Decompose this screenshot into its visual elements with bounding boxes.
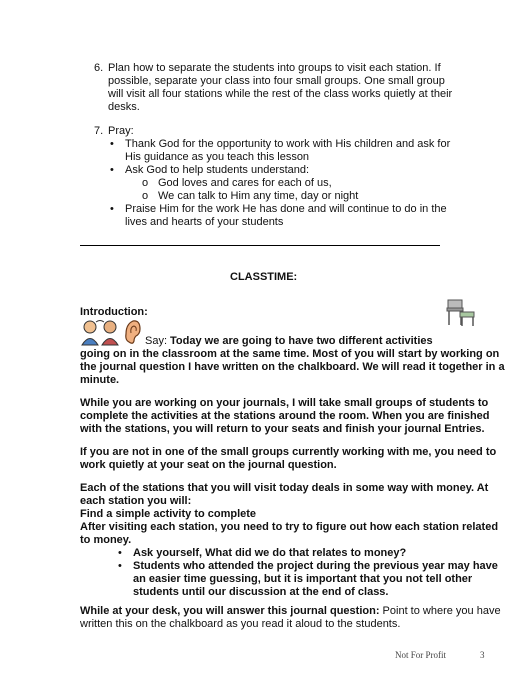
text-line: going on in the classroom at the same time. Most of you will start by working on: [80, 348, 500, 360]
bullet: •: [118, 560, 122, 572]
bullet: •: [110, 164, 114, 176]
text-line: complete the activities at the stations around the room. When you are finished: [80, 410, 490, 422]
step-number: 7.: [94, 125, 104, 137]
step-title: Pray:: [108, 125, 134, 137]
school-desk-icon: [444, 298, 478, 328]
introduction-heading: Introduction:: [80, 306, 148, 318]
divider-line: [80, 245, 440, 246]
bullet: •: [118, 547, 122, 559]
bullet-line: students until our discussion at the end of class.: [133, 586, 389, 598]
sub-bullet: o: [142, 190, 149, 202]
text-line: to money.: [80, 534, 132, 546]
text-line: possible, separate your class into four small groups. One small group: [108, 75, 445, 87]
text-line: While you are working on your journals, I will take small groups of students to: [80, 397, 489, 409]
bullet-line: His guidance as you teach this lesson: [125, 151, 310, 163]
bullet-line: Praise Him for the work He has done and will continue to do in the: [125, 203, 447, 215]
journal-question-instruction: Point to where you have: [379, 605, 501, 617]
page-number: 3: [480, 650, 485, 660]
text-line: with the stations, you will return to your seats and finish your journal Entries.: [80, 423, 485, 435]
text-line: desks.: [108, 101, 140, 113]
text-line: will visit all four stations while the rest of the class works quietly at their: [108, 88, 453, 100]
text-line: Each of the stations that you will visit today deals in some way with money. At: [80, 482, 489, 494]
footer-text: Not For Profit: [395, 650, 447, 660]
text-line: After visiting each station, you need to try to figure out how each station related: [80, 521, 499, 533]
sub-bullet: o: [142, 177, 149, 189]
bullet-line: Ask yourself, What did we do that relates to money?: [133, 547, 407, 559]
bullet: •: [110, 203, 114, 215]
bullet-line: Thank God for the opportunity to work with His children and ask for: [125, 138, 451, 150]
text-line: work quietly at your seat on the journal question.: [80, 459, 337, 471]
text-line: the journal question I have written on the chalkboard. We will read it together in a: [80, 361, 505, 373]
text-line: each station you will:: [80, 495, 192, 507]
text-line: If you are not in one of the small groups currently working with me, you need to: [80, 446, 497, 458]
bullet-line: Students who attended the project during the previous year may have: [133, 560, 498, 572]
journal-question-lead: While at your desk, you will answer this journal question:: [80, 605, 380, 617]
bullet-line: Ask God to help students understand:: [125, 164, 310, 176]
text-line: minute.: [80, 374, 120, 386]
bullet-line: an easier time guessing, but it is important that you not tell other: [133, 573, 473, 585]
say-text: Today we are going to have two different activities: [170, 335, 433, 347]
say-label: Say:: [145, 335, 168, 347]
sub-bullet-line: God loves and cares for each of us,: [158, 177, 332, 189]
text-line: Find a simple activity to complete: [80, 508, 257, 520]
section-heading: CLASSTIME:: [230, 271, 298, 283]
bullet: •: [110, 138, 114, 150]
ear-icon: [123, 318, 143, 346]
text-line: [80, 605, 501, 618]
step-number: 6.: [94, 62, 104, 74]
bullet-line: lives and hearts of your students: [125, 216, 284, 228]
text-line: Plan how to separate the students into groups to visit each station. If: [108, 62, 441, 74]
people-talking-icon: [80, 318, 124, 346]
sub-bullet-line: We can talk to Him any time, day or night: [158, 190, 359, 202]
text-line: written this on the chalkboard as you read it aloud to the students.: [80, 618, 401, 630]
